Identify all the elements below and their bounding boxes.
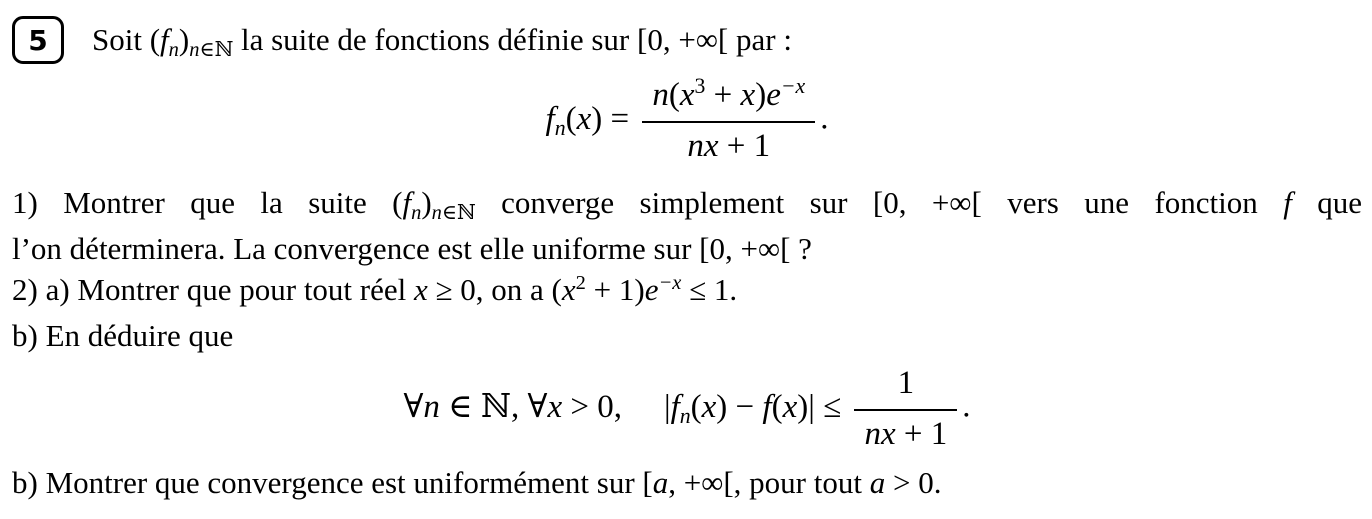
question-2a: 2) a) Montrer que pour tout réel x ≥ 0, on a $(x^2 + 1)e^{-x} \le 1$. (12, 271, 738, 308)
question-1-line-1: 1) Montrer que la suite (fn)n∈ℕ converge simplement sur [0, +∞[ vers une fonction f que (12, 185, 1362, 224)
fraction-bound-numerator: 1 (897, 365, 915, 402)
formula-fn-period: . (820, 100, 829, 137)
fraction-fn-denominator: nx + 1 (642, 121, 815, 167)
exercise-number-badge: 5 (12, 16, 64, 64)
formula-uniform-bound (12, 364, 1362, 454)
fraction-fn (642, 76, 815, 166)
formula-fn-lhs: fn(x) = (545, 100, 638, 140)
formula-bound-lhs: ∀n ∈ ℕ, ∀x > 0, |fn(x) − f(x)| ≤ (403, 388, 850, 428)
fraction-bound-denominator: nx + 1 (854, 409, 957, 455)
exercise-intro-text: Soit (fn)n∈ℕ la suite de fonctions définie sur [0, +∞[ par : (92, 22, 792, 61)
fraction-fn-numerator: $n(x^3 + x)e^{-x}$ (652, 74, 806, 113)
question-3b: b) Montrer que convergence est uniformément sur [a, +∞[, pour tout a > 0. (12, 465, 942, 501)
fraction-bound (854, 364, 957, 454)
question-2b-intro: b) En déduire que (12, 318, 234, 354)
formula-bound-period: . (962, 388, 971, 425)
formula-fn-definition (12, 76, 1362, 166)
exercise-header (12, 16, 1362, 64)
question-1-line-2: l’on déterminera. La convergence est elle uniforme sur [0, +∞[ ? (12, 231, 812, 267)
